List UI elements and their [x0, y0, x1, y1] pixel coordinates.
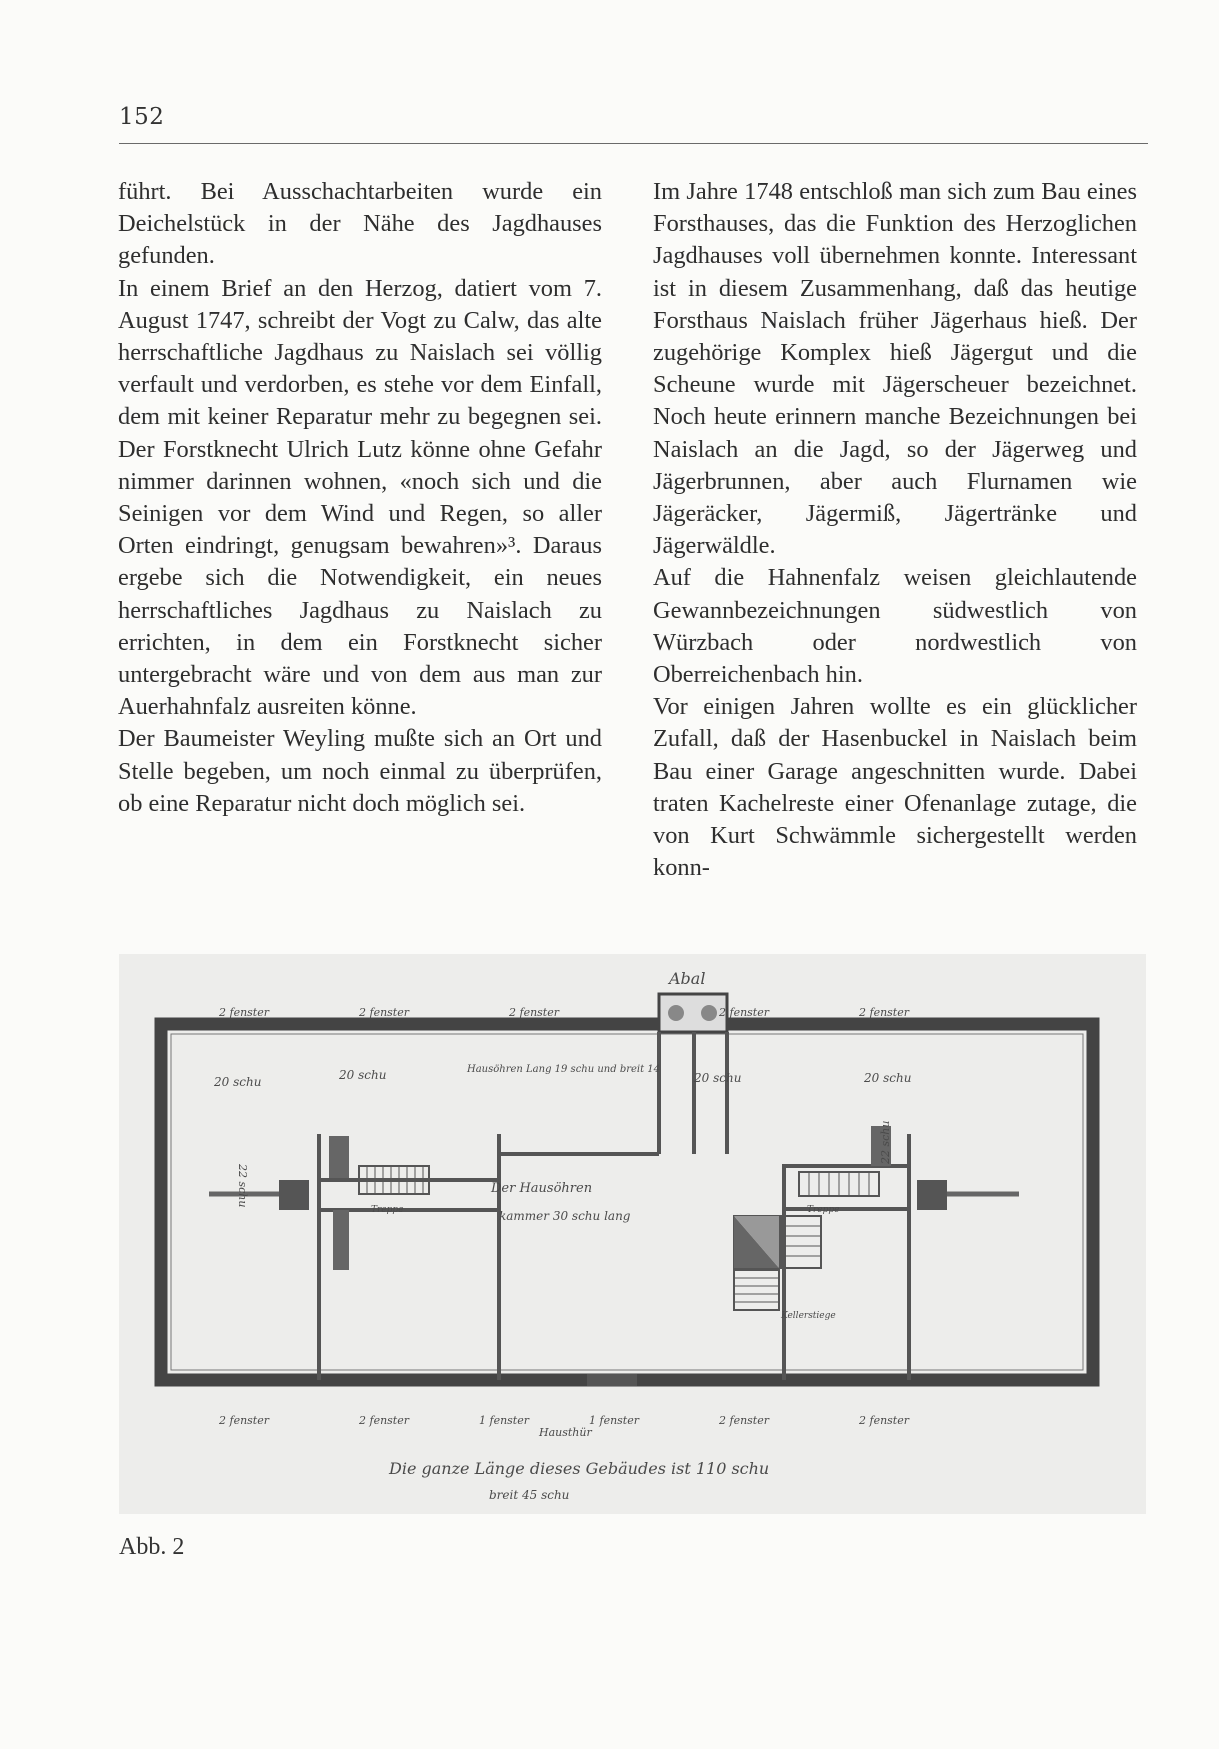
label-stair-left: Treppe — [371, 1205, 404, 1215]
floor-plan-drawing — [119, 954, 1146, 1514]
label-center-1: Der Hausöhren — [491, 1181, 593, 1196]
left-fireplace — [279, 1180, 309, 1210]
chimney-circle-right — [701, 1005, 717, 1021]
label-dim-22-right: 22 schu — [879, 1120, 892, 1164]
label-window-bottom-4: 1 fenster — [589, 1414, 639, 1427]
label-cellar: Kellerstiege — [781, 1311, 836, 1321]
label-dim-22-left: 22 schu — [236, 1164, 249, 1208]
label-top: Abal — [669, 969, 706, 988]
label-dim-20-1: 20 schu — [214, 1075, 262, 1089]
label-window-bottom-6: 2 fenster — [859, 1414, 909, 1427]
label-window-top-3: 2 fenster — [509, 1006, 559, 1019]
header-rule — [119, 143, 1148, 144]
label-dim-20-3: 20 schu — [694, 1071, 742, 1085]
right-column — [653, 176, 1137, 884]
page-number: 152 — [119, 104, 165, 130]
label-window-top-1: 2 fenster — [219, 1006, 269, 1019]
figure-caption: Abb. 2 — [119, 1534, 185, 1560]
label-footer-1: Die ganze Länge dieses Gebäudes ist 110 schu — [389, 1459, 770, 1478]
label-center-2: kammer 30 schu lang — [499, 1209, 631, 1223]
label-window-top-4: 2 fenster — [719, 1006, 769, 1019]
label-window-bottom-3: 1 fenster — [479, 1414, 529, 1427]
left-stove — [329, 1136, 349, 1180]
label-door-bottom: Hausthür — [539, 1426, 592, 1439]
label-window-bottom-2: 2 fenster — [359, 1414, 409, 1427]
right-paragraph-2: Auf die Hahnenfalz weisen gleichlautende Gewannbezeichnungen südwestlich von Würzbach oder nordwestlich von Oberreichenbach hin. — [653, 564, 1137, 689]
left-paragraph-1: führt. Bei Ausschachtarbeiten wurde ein Deichelstück in der Nähe des Jagdhauses gefunden. — [118, 178, 602, 270]
label-footer-2: breit 45 schu — [489, 1488, 570, 1502]
label-dim-20-4: 20 schu — [864, 1071, 912, 1085]
label-hall-long: Hausöhren Lang 19 schu und breit 14 — [467, 1064, 661, 1075]
bottom-door — [587, 1374, 637, 1386]
label-dim-20-2: 20 schu — [339, 1068, 387, 1082]
floor-plan-figure — [119, 954, 1146, 1514]
right-paragraph-3: Vor einigen Jahren wollte es ein glücklicher Zufall, daß der Hasenbuckel in Naislach beim Bau einer Garage angeschnitten wurde. Dabei traten Kachelreste einer Ofenanlage zutage, die von Kurt Schwämmle sichergestellt werden konn- — [653, 693, 1137, 882]
cellar-stair — [734, 1216, 821, 1310]
chimney-circle-left — [668, 1005, 684, 1021]
left-paragraph-3: Der Baumeister Weyling mußte sich an Ort und Stelle begeben, um noch einmal zu überprüfen, ob eine Reparatur nicht doch möglich sei. — [118, 725, 602, 817]
label-stair-right: Treppe — [807, 1205, 840, 1215]
right-paragraph-1: Im Jahre 1748 entschloß man sich zum Bau eines Forsthauses, das die Funktion des Herzoglichen Jagdhauses voll übernehmen konnte. Interessant ist in diesem Zusammenhang, daß das heutige Forsthaus Naislach früher Jägerhaus hieß. Der zugehörige Komplex hieß Jägergut und die Scheune wurde mit Jägerscheuer bezeichnet. Noch heute erinnern manche Bezeichnungen bei Naislach an die Jagd, so der Jägerweg und Jägerbrunnen, aber auch Flurnamen wie Jägeräcker, Jägermiß, Jägertränke und Jägerwäldle. — [653, 178, 1137, 560]
label-window-top-5: 2 fenster — [859, 1006, 909, 1019]
right-fireplace — [917, 1180, 947, 1210]
left-stove-lower — [333, 1210, 349, 1270]
label-window-top-2: 2 fenster — [359, 1006, 409, 1019]
left-column — [118, 176, 602, 820]
label-window-bottom-5: 2 fenster — [719, 1414, 769, 1427]
label-window-bottom-1: 2 fenster — [219, 1414, 269, 1427]
left-paragraph-2: In einem Brief an den Herzog, datiert vom 7. August 1747, schreibt der Vogt zu Calw, das alte herrschaftliche Jagdhaus zu Naislach sei völlig verfault und verdorben, es stehe vor dem Einfall, dem mit keiner Reparatur mehr zu begegnen sei. Der Forstknecht Ulrich Lutz könne ohne Gefahr nimmer darinnen wohnen, «noch sich und die Seinigen vor dem Wind und Regen, so aller Orten eindringt, genugsam bewahren»³. Daraus ergebe sich die Notwendigkeit, ein neues herrschaftliches Jagdhaus zu Naislach zu errichten, in dem ein Forstknecht sicher untergebracht wäre und von dem aus man zur Auerhahnfalz ausreiten könne. — [118, 274, 602, 721]
right-stair — [799, 1172, 879, 1196]
